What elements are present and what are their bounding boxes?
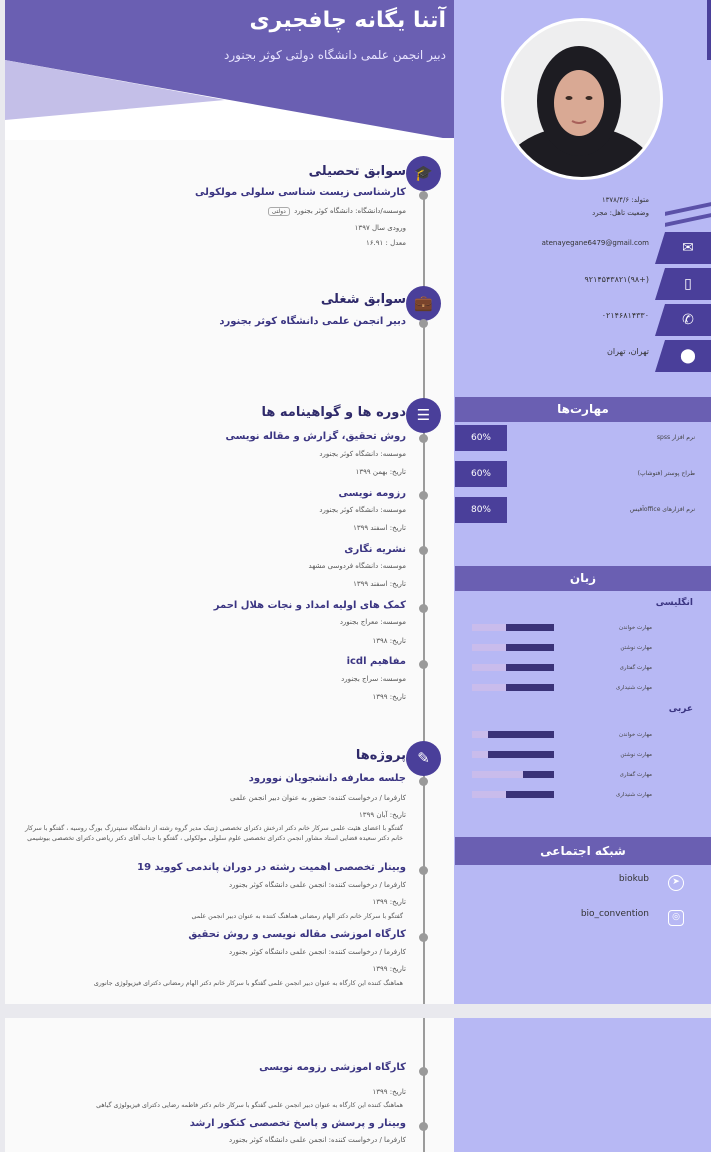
course-name: نشریه نگاری xyxy=(344,544,406,555)
project-name: کارگاه اموزشی مقاله نویسی و روش تحقیق xyxy=(188,929,406,940)
language-level-fill xyxy=(506,644,554,651)
timeline-dot xyxy=(419,604,428,613)
timeline-dot xyxy=(419,319,428,328)
course-institute: موسسه: دانشگاه کوثر بجنورد xyxy=(319,506,406,514)
language-level-bar xyxy=(472,771,554,778)
project-description: هماهنگ کننده این کارگاه به عنوان دبیر انجمن علمی گفتگو با سرکار خانم دکتر فاطمه رضایی دکترای فیزیولوژی گیاهی xyxy=(96,1102,403,1109)
instagram-handle[interactable]: bio_convention xyxy=(580,909,649,919)
language-skill-label: مهارت خواندن xyxy=(619,625,652,631)
social-header: شبکه اجتماعی xyxy=(455,837,711,865)
email: atenayegane6479@gmail.com xyxy=(541,239,649,247)
project-name: وبینار تخصصی اهمیت رشته در دوران پاندمی کووید 19 xyxy=(137,862,406,873)
course-name: روش تحقیق، گزارش و مقاله نویسی xyxy=(225,431,406,442)
language-level-bar xyxy=(472,644,554,651)
language-level-fill xyxy=(523,771,554,778)
marital-status: وضعیت تاهل: مجرد xyxy=(592,209,649,217)
email-icon: ✉ xyxy=(665,232,711,264)
course-date: تاریخ: ۱۳۹۸ xyxy=(372,637,406,645)
course-date: تاریخ: ۱۳۹۹ xyxy=(372,693,406,701)
course-date: تاریخ: بهمن ۱۳۹۹ xyxy=(355,468,406,476)
courses-title: دوره ها و گواهینامه ها xyxy=(261,405,406,420)
language-level-bar xyxy=(472,684,554,691)
timeline-dot xyxy=(419,777,428,786)
mobile-number: (+۹۸)۹۲۱۴۵۴۳۸۲۱ xyxy=(584,275,649,284)
language-skill-label: مهارت خواندن xyxy=(619,732,652,738)
skill-name: طراح پوستر (فتوشاپ) xyxy=(637,470,695,477)
project-client: کارفرما / درخواست کننده: انجمن علمی دانشگاه کوثر بجنورد xyxy=(228,948,406,956)
content-area xyxy=(5,1018,454,1152)
resume-page-1 xyxy=(5,0,711,1004)
job-title: دبیر انجمن علمی دانشگاه دولتی کوثر بجنورد xyxy=(223,48,446,62)
phone-number: ۰۲۱۴۶۸۱۴۳۳۰ xyxy=(601,311,649,320)
phone-icon: ✆ xyxy=(665,304,711,336)
language-level-bar xyxy=(472,751,554,758)
timeline-dot xyxy=(419,546,428,555)
language-skill-label: مهارت شنیداری xyxy=(615,685,652,691)
projects-title: پروژه‌ها xyxy=(355,748,406,763)
work-title: سوابق شغلی xyxy=(320,292,406,307)
language-name: عربی xyxy=(668,704,693,714)
education-institute xyxy=(268,207,406,216)
skill-name: نرم افزار spss xyxy=(656,434,695,441)
tools-icon: ✎ xyxy=(406,741,441,776)
content-area xyxy=(5,0,454,1004)
timeline-dot xyxy=(419,434,428,443)
telegram-icon[interactable]: ➤ xyxy=(668,875,684,891)
entry-year: ورودی سال ۱۳۹۷ xyxy=(354,224,406,232)
timeline-dot xyxy=(419,1067,428,1076)
page-edge xyxy=(707,0,711,60)
skill-name: نرم افزارهای officeآفیس xyxy=(629,506,695,513)
address: تهران، تهران xyxy=(607,347,649,356)
language-level-fill xyxy=(488,751,554,758)
institute-type-badge: دولتی xyxy=(268,207,290,216)
language-level-fill xyxy=(506,684,554,691)
project-client: کارفرما / درخواست کننده: انجمن علمی دانشگاه کوثر بجنورد xyxy=(228,881,406,889)
language-level-bar xyxy=(472,664,554,671)
language-skill-label: مهارت نوشتن xyxy=(620,752,652,758)
telegram-handle[interactable]: biokub xyxy=(618,874,649,884)
course-name: کمک های اولیه امداد و نجات هلال احمر xyxy=(213,600,406,611)
header-decoration xyxy=(5,55,454,140)
education-title: سوابق تحصیلی xyxy=(308,164,406,179)
timeline-dot xyxy=(419,1122,428,1131)
skill-level: 60% xyxy=(455,425,507,451)
degree-title: کارشناسی زیست شناسی سلولی مولکولی xyxy=(194,187,406,198)
timeline-dot xyxy=(419,866,428,875)
graduation-cap-icon: 🎓 xyxy=(406,156,441,191)
skill-level: 80% xyxy=(455,497,507,523)
institute-text: موسسه/دانشگاه: دانشگاه کوثر بجنورد xyxy=(294,207,406,215)
skill-level: 60% xyxy=(455,461,507,487)
course-name: مفاهیم icdl xyxy=(346,656,406,667)
language-level-fill xyxy=(506,624,554,631)
timeline-line xyxy=(423,1018,425,1152)
project-name: کارگاه اموزشی رزومه نویسی xyxy=(259,1062,406,1073)
language-header: زبان xyxy=(455,566,711,591)
project-name: جلسه معارفه دانشجویان نوورود xyxy=(248,773,406,784)
timeline-dot xyxy=(419,491,428,500)
course-institute: موسسه: دانشگاه فردوسی مشهد xyxy=(308,562,406,570)
language-level-fill xyxy=(488,731,554,738)
project-client: کارفرما / درخواست کننده: انجمن علمی دانشگاه کوثر بجنورد xyxy=(228,1136,406,1144)
project-description: گفتگو با اعضای هئیت علمی سرکار خانم دکتر ادرخش دکترای تخصصی ژنتیک مدیر گروه رشته از دانشگاه سنپترزگ بورگ روسیه ، گفتگو با سرکار خانم دکتر سعیده قضایی استاد مشاور انجمن دکترای تخصصی علوم سلولی مولکولی ، گفتگو با جناب آقای دکتر ریاضی دکترای تخصصی بیوشیمی xyxy=(25,825,403,842)
project-name: وبینار و پرسش و پاسخ تخصصی کنکور ارشد xyxy=(189,1118,406,1129)
project-date: تاریخ: ۱۳۹۹ xyxy=(372,965,406,973)
course-institute: موسسه: سراج بجنورد xyxy=(341,675,406,683)
birth-date: متولد: ۱۳۷۸/۴/۶ xyxy=(601,196,649,204)
course-name: رزومه نویسی xyxy=(338,488,406,499)
work-role: دبیر انجمن علمی دانشگاه کوثر بجنورد xyxy=(219,316,406,327)
resume-page-2 xyxy=(5,1018,711,1152)
course-institute: موسسه: دانشگاه کوثر بجنورد xyxy=(319,450,406,458)
mobile-icon: ▯ xyxy=(665,268,711,300)
location-pin-icon: ⬤ xyxy=(665,340,711,372)
course-date: تاریخ: اسفند ۱۳۹۹ xyxy=(353,580,406,588)
project-date: تاریخ: آبان ۱۳۹۹ xyxy=(359,811,406,819)
gpa: معدل : ۱۶.۹۱ xyxy=(366,239,406,247)
course-date: تاریخ: اسفند ۱۳۹۹ xyxy=(353,524,406,532)
language-skill-label: مهارت شنیداری xyxy=(615,792,652,798)
language-skill-label: مهارت گفتاری xyxy=(619,665,652,671)
briefcase-icon: 💼 xyxy=(406,286,441,321)
language-level-bar xyxy=(472,731,554,738)
language-level-bar xyxy=(472,791,554,798)
course-institute: موسسه: معراج بجنورد xyxy=(339,618,406,626)
instagram-icon[interactable]: ◎ xyxy=(668,910,684,926)
timeline-dot xyxy=(419,933,428,942)
timeline-dot xyxy=(419,660,428,669)
language-level-fill xyxy=(506,664,554,671)
profile-photo xyxy=(501,18,663,180)
sidebar xyxy=(454,1018,711,1152)
checklist-icon: ☰ xyxy=(406,398,441,433)
language-skill-label: مهارت نوشتن xyxy=(620,645,652,651)
skills-header: مهارت‌ها xyxy=(455,397,711,422)
language-skill-label: مهارت گفتاری xyxy=(619,772,652,778)
project-client: کارفرما / درخواست کننده: حضور به عنوان دبیر انجمن علمی xyxy=(230,794,406,802)
project-date: تاریخ: ۱۳۹۹ xyxy=(372,1088,406,1096)
language-name: انگلیسی xyxy=(655,598,693,608)
language-level-fill xyxy=(506,791,554,798)
timeline-dot xyxy=(419,191,428,200)
project-date: تاریخ: ۱۳۹۹ xyxy=(372,898,406,906)
project-description: گفتگو با سرکار خانم دکتر الهام رمضانی هماهنگ کننده به عنوان دبیر انجمن علمی xyxy=(191,913,403,920)
project-description: هماهنگ کننده این کارگاه به عنوان دبیر انجمن علمی گفتگو با سرکار خانم دکتر الهام رمضانی دکترای فیزیولوژی جانوری xyxy=(93,980,403,987)
full-name: آتنا یگانه چافجیری xyxy=(249,8,446,33)
language-level-bar xyxy=(472,624,554,631)
